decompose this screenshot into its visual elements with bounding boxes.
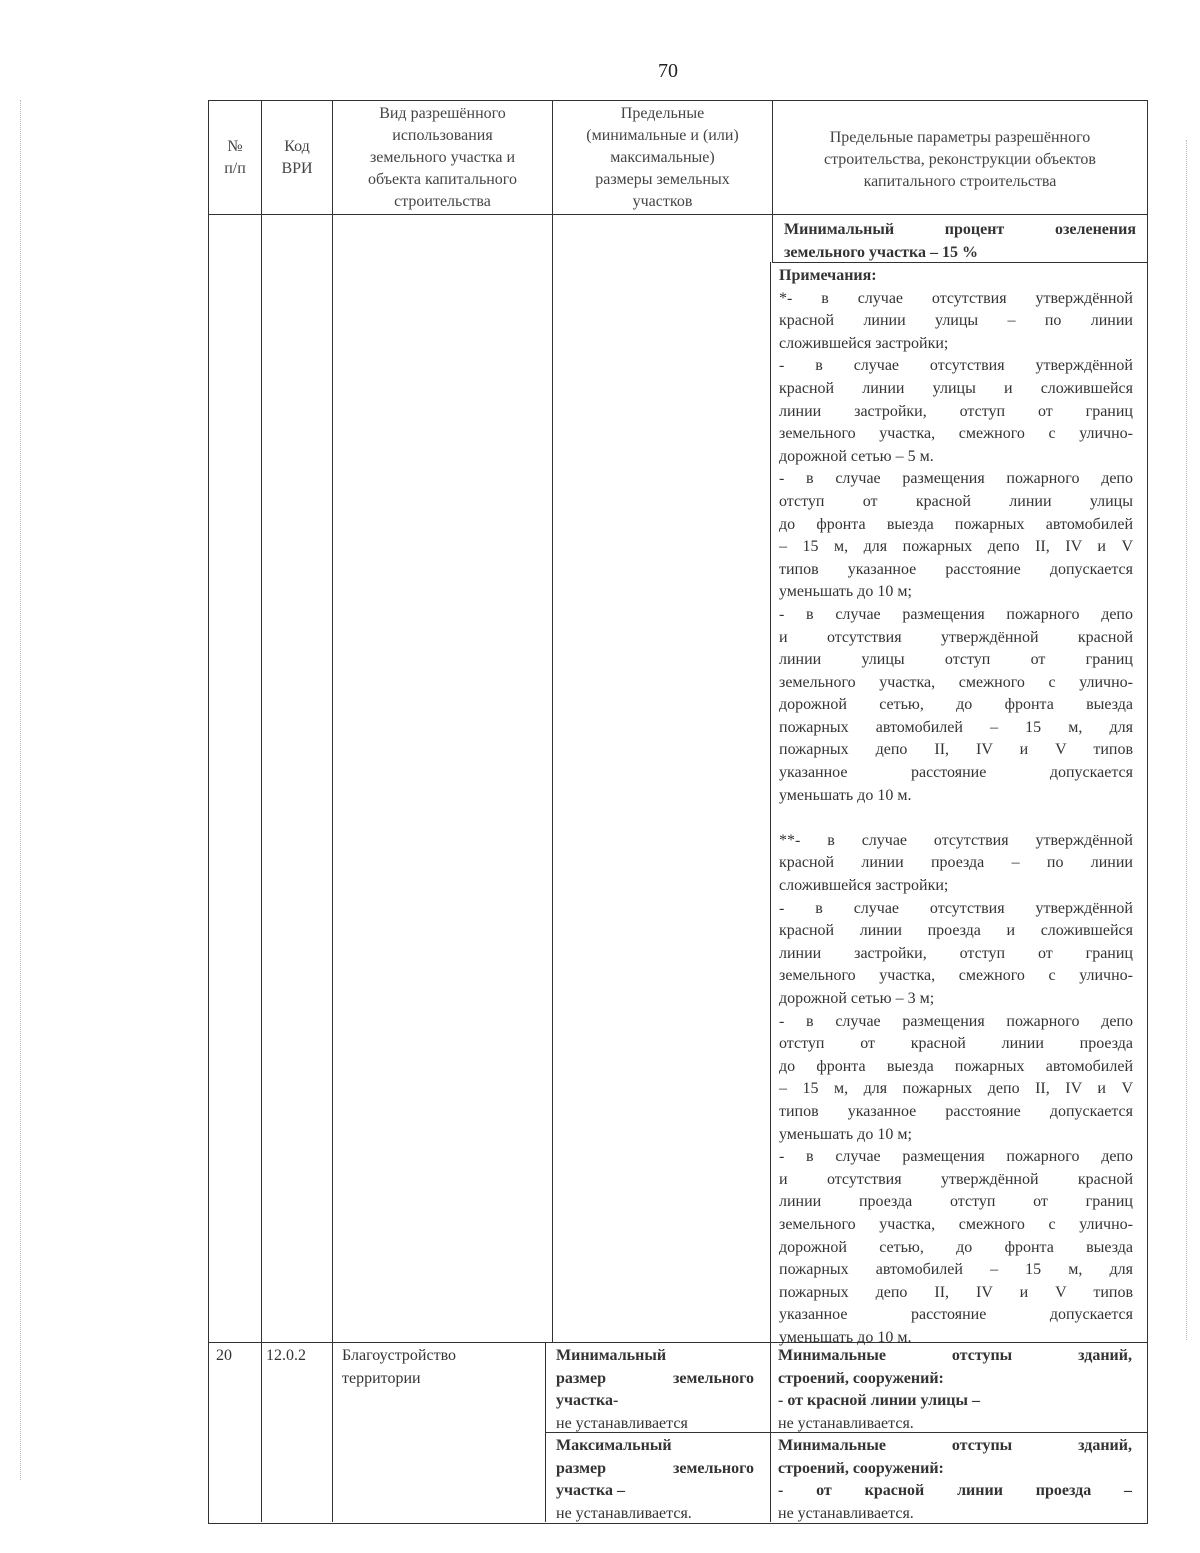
note-line: линии улицы отступ от границ: [779, 651, 1133, 669]
column-divider: [772, 100, 773, 262]
text-line: размер земельного: [556, 1369, 754, 1387]
note-line: – 15 м, для пожарных депо II, IV и V: [779, 1080, 1133, 1098]
header-line: №: [227, 138, 243, 155]
text-line: участка-: [556, 1392, 619, 1410]
text-line: Благоустройство: [342, 1347, 457, 1364]
note-line: земельного участка, смежного с улично-: [779, 425, 1133, 443]
header-construction-params: [774, 127, 1146, 193]
header-number: [210, 136, 260, 180]
note-line: до фронта выезда пожарных автомобилей: [779, 1057, 1133, 1075]
text-line: земельного участка – 15 %: [784, 243, 979, 261]
note-line: сложившейся застройки;: [779, 877, 949, 895]
header-plot-sizes: [554, 103, 771, 213]
note-line: **- в случае отсутствия утверждённой: [779, 831, 1133, 849]
header-line: строительства: [394, 193, 491, 210]
scan-artifact: [1186, 140, 1187, 1340]
text-line: Минимальный процент озеленения: [784, 221, 1136, 238]
header-line: земельного участка и: [369, 149, 516, 166]
text-line: строений, сооружений:: [778, 1369, 944, 1387]
text-line: участка –: [556, 1482, 625, 1500]
note-line: – 15 м, для пожарных депо II, IV и V: [779, 538, 1133, 556]
note-line: красной линии улицы – по линии: [779, 312, 1133, 330]
note-line: отступ от красной линии проезда: [779, 1035, 1133, 1053]
header-line: (минимальные и (или): [586, 127, 739, 144]
note-line: - в случае отсутствия утверждённой: [779, 357, 1133, 375]
note-line: указанное расстояние допускается: [779, 764, 1133, 782]
note-line: красной линии проезда – по линии: [779, 854, 1133, 872]
note-line: уменьшать до 10 м.: [779, 786, 912, 804]
text-line: строений, сооружений:: [778, 1459, 944, 1477]
note-line: - в случае размещения пожарного депо: [779, 1012, 1133, 1030]
note-line: линии застройки, отступ от границ: [779, 944, 1133, 962]
note-line: пожарных автомобилей – 15 м, для: [779, 718, 1133, 736]
note-line: сложившейся застройки;: [779, 334, 949, 352]
note-line: линии проезда отступ от границ: [779, 1193, 1133, 1211]
column-divider: [770, 262, 771, 1522]
header-line: максимальные): [610, 149, 715, 166]
text-line: Максимальный: [556, 1437, 672, 1454]
note-line: до фронта выезда пожарных автомобилей: [779, 515, 1133, 533]
text-line: территории: [342, 1369, 421, 1387]
note-line: - в случае размещения пожарного депо: [779, 605, 1133, 623]
header-code: [263, 136, 331, 180]
note-line: пожарных депо II, IV и V типов: [779, 741, 1133, 759]
notes-list: [779, 288, 1133, 1350]
text-line: не устанавливается.: [556, 1504, 692, 1522]
note-line: дорожной сетью – 3 м;: [779, 990, 935, 1007]
text-line: Минимальный: [556, 1347, 667, 1364]
note-line: уменьшать до 10 м;: [779, 1125, 912, 1143]
header-line: строительства, реконструкции объектов: [824, 151, 1096, 168]
note-line: типов указанное расстояние допускается: [779, 1102, 1133, 1120]
column-divider: [332, 100, 333, 1522]
note-line: *- в случае отсутствия утверждённой: [779, 289, 1133, 307]
note-line: типов указанное расстояние допускается: [779, 560, 1133, 578]
column-divider: [552, 100, 553, 1342]
note-line: - в случае отсутствия утверждённой: [779, 899, 1133, 917]
header-line: использования: [392, 127, 493, 144]
header-line: Вид разрешённого: [379, 105, 506, 122]
text-line: Минимальные отступы зданий,: [778, 1437, 1132, 1454]
note-line: линии застройки, отступ от границ: [779, 402, 1133, 420]
page-number: 70: [658, 60, 678, 82]
note-line: - в случае размещения пожарного депо: [779, 470, 1133, 488]
header-line: Предельные: [620, 105, 705, 122]
blank-line: [779, 807, 1133, 830]
note-line: пожарных депо II, IV и V типов: [779, 1283, 1133, 1301]
note-line: дорожной сетью, до фронта выезда: [779, 696, 1133, 714]
header-line: участков: [632, 193, 693, 210]
note-line: красной линии улицы и сложившейся: [779, 379, 1133, 397]
header-line: Предельные параметры разрешённого: [829, 129, 1091, 146]
header-line: капитального строительства: [863, 173, 1057, 190]
note-line: земельного участка, смежного с улично-: [779, 967, 1133, 985]
note-line: дорожной сетью – 5 м.: [779, 447, 934, 465]
max-plot-size-cell: [556, 1435, 754, 1525]
text-line: - от красной линии проезда –: [778, 1482, 1132, 1500]
driveway-indent-cell: [778, 1435, 1132, 1525]
header-permitted-use: [334, 103, 551, 213]
text-line: Минимальные отступы зданий,: [778, 1347, 1132, 1364]
note-line: отступ от красной линии улицы: [779, 492, 1133, 510]
column-divider: [261, 100, 262, 1522]
header-line: размеры земельных: [595, 171, 730, 188]
note-line: земельного участка, смежного с улично-: [779, 1215, 1133, 1233]
note-line: - в случае размещения пожарного депо: [779, 1148, 1133, 1166]
street-indent-cell: [778, 1345, 1132, 1435]
note-line: уменьшать до 10 м;: [779, 583, 912, 601]
note-line: земельного участка, смежного с улично-: [779, 673, 1133, 691]
notes-cell: [779, 265, 1133, 1350]
text-line: размер земельного: [556, 1459, 754, 1477]
header-line: ВРИ: [281, 160, 313, 177]
row-permitted-use: [342, 1345, 542, 1390]
min-plot-size-cell: [556, 1345, 754, 1435]
note-line: и отсутствия утверждённой красной: [779, 1170, 1133, 1188]
row-code: 12.0.2: [266, 1347, 306, 1364]
text-line: не устанавливается.: [778, 1414, 914, 1432]
header-line: п/п: [224, 160, 246, 177]
text-line: - от красной линии улицы –: [778, 1392, 980, 1410]
scan-artifact: [20, 100, 21, 1480]
note-line: пожарных автомобилей – 15 м, для: [779, 1261, 1133, 1279]
text-line: не устанавливается.: [778, 1504, 914, 1522]
note-line: дорожной сетью, до фронта выезда: [779, 1238, 1133, 1256]
note-line: уменьшать до 10 м.: [779, 1328, 912, 1346]
notes-title: Примечания:: [779, 267, 877, 284]
header-line: Код: [284, 138, 310, 155]
note-line: указанное расстояние допускается: [779, 1306, 1133, 1324]
note-line: красной линии проезда и сложившейся: [779, 922, 1133, 940]
header-divider: [208, 214, 1147, 215]
greening-cell: [784, 219, 1136, 264]
note-line: и отсутствия утверждённой красной: [779, 628, 1133, 646]
text-line: не устанавливается: [556, 1414, 688, 1432]
header-line: объекта капитального: [368, 171, 517, 188]
row-number: 20: [216, 1347, 232, 1364]
